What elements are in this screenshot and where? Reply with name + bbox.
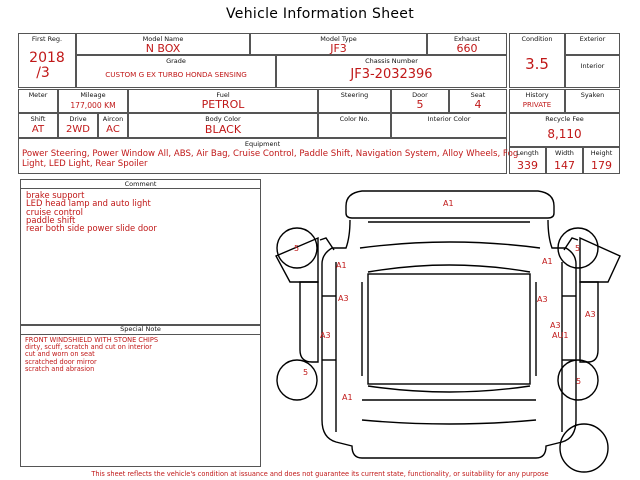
mark-right-front-fender: A1 <box>542 257 553 266</box>
spare-tire-icon <box>560 424 608 472</box>
model-type-label: Model Type <box>320 35 357 43</box>
mark-tire-right-rear: 5 <box>576 377 582 386</box>
recycle-fee-value: 8,110 <box>547 127 582 141</box>
model-name-value: N BOX <box>145 42 181 55</box>
interior-color-label: Interior Color <box>427 115 471 123</box>
mark-right-rear-door-2: AU1 <box>552 331 569 340</box>
meter-label: Meter <box>28 91 48 99</box>
steering-label: Steering <box>340 91 369 99</box>
model-name-label: Model Name <box>142 35 184 43</box>
tire-left-rear-icon <box>277 360 317 400</box>
mark-left-front-fender: A1 <box>336 261 347 270</box>
mark-left-rear-door: A3 <box>320 331 331 340</box>
mark-right-side: A3 <box>585 310 596 319</box>
special-note-label: Special Note <box>120 325 161 333</box>
door-value: 5 <box>416 98 424 111</box>
recycle-fee-label: Recycle Fee <box>545 115 584 123</box>
shift-label: Shift <box>30 115 46 123</box>
first-reg-label: First Reg. <box>31 35 63 43</box>
disclaimer-footer: This sheet reflects the vehicle's condition at issuance and does not guarantee its current state, functionality, or suitability for any purpose <box>91 470 549 478</box>
equipment-value: Power Steering, Power Window All, ABS, Air Bag, Cruise Control, Paddle Shift, Navigation System, Alloy Wheels, Fog Light, LED Light, Rear Spoiler <box>22 149 519 169</box>
width-label: Width <box>555 149 574 157</box>
length-value: 339 <box>517 159 538 172</box>
mark-front-bumper: A1 <box>443 199 454 208</box>
chassis-label: Chassis Number <box>365 57 418 65</box>
exhaust-value: 660 <box>456 42 478 55</box>
interior-label: Interior <box>580 62 605 70</box>
mark-right-rear-door: A3 <box>550 321 561 330</box>
drive-label: Drive <box>69 115 87 123</box>
seat-label: Seat <box>470 91 486 99</box>
shift-value: AT <box>31 124 45 135</box>
first-reg-year: 2018 <box>29 50 65 66</box>
door-label: Door <box>412 91 428 99</box>
condition-value: 3.5 <box>525 55 549 73</box>
seat-value: 4 <box>474 98 482 111</box>
width-value: 147 <box>554 159 575 172</box>
mileage-label: Mileage <box>80 91 106 99</box>
drive-value: 2WD <box>66 124 90 135</box>
body-color-label: Body Color <box>205 115 241 123</box>
fuel-label: Fuel <box>216 91 230 99</box>
mark-right-front-door: A3 <box>537 295 548 304</box>
grade-label: Grade <box>166 57 186 65</box>
history-label: History <box>525 91 549 99</box>
mark-tire-left-rear: 5 <box>303 368 309 377</box>
sheet-title: Vehicle Information Sheet <box>226 6 414 22</box>
aircon-value: AC <box>106 124 120 135</box>
fuel-value: PETROL <box>201 98 245 111</box>
exterior-label: Exterior <box>579 35 606 43</box>
height-value: 179 <box>591 159 612 172</box>
syaken-label: Syaken <box>580 91 605 99</box>
body-color-value: BLACK <box>204 123 242 136</box>
aircon-label: Aircon <box>102 115 124 123</box>
equipment-label: Equipment <box>244 140 281 148</box>
exhaust-label: Exhaust <box>453 35 481 43</box>
mark-tire-left-front: 5 <box>294 244 300 253</box>
color-no-label: Color No. <box>339 115 370 123</box>
special-note-text: FRONT WINDSHIELD WITH STONE CHIPS dirty, scuff, scratch and cut on interior cut and worn on seat scratched door mirror scratch and abrasion <box>25 336 159 373</box>
comment-label: Comment <box>124 180 157 188</box>
grade-value: CUSTOM G EX TURBO HONDA SENSING <box>105 70 247 79</box>
comment-text: brake support LED head lamp and auto light cruise control paddle shift rear both side power slide door <box>26 190 157 234</box>
damage-marks <box>294 199 596 402</box>
mark-tire-right-front: 5 <box>575 244 581 253</box>
mark-left-front-door: A3 <box>338 294 349 303</box>
history-value: PRIVATE <box>522 101 552 109</box>
mark-left-rear-fender: A1 <box>342 393 353 402</box>
condition-label: Condition <box>521 35 553 43</box>
chassis-value: JF3-2032396 <box>350 67 433 82</box>
model-type-value: JF3 <box>330 42 347 55</box>
height-label: Height <box>590 149 613 157</box>
mileage-value: 177,000 KM <box>70 101 116 110</box>
length-label: Length <box>516 149 539 157</box>
first-reg-month: /3 <box>36 65 50 81</box>
